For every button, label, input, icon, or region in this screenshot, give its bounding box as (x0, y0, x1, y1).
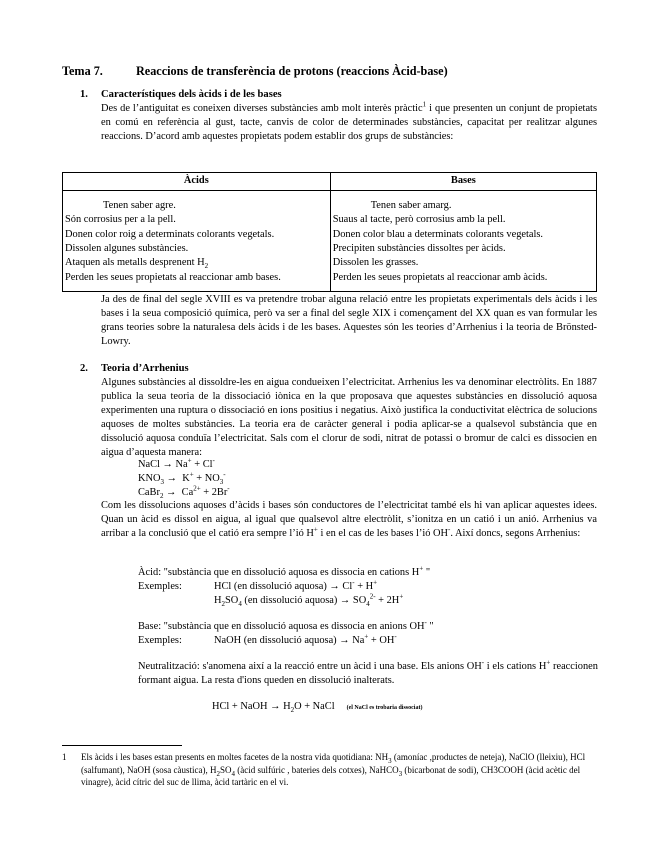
equation-kno3: $KNO_3 \to K^+ + NO_3^-$ (138, 470, 226, 487)
acid-definition: Àcid: "substància que en dissolució aquosa es dissocia en cations H+ " (138, 564, 431, 578)
arrhenius-paragraph-1: Algunes substàncies al dissoldre-les en aigua condueixen l’electricitat. Arrhenius les va denominar electròlits. En 1887 publica la seua teoria de la dissociació iònica en la que proposava que aquestes substàncies en dissolució aquosa experimenten una ruptura o dissociació en ions positius i negatius. Això justifica la conductivitat elèctrica de solucions aquoses de moltes substàncies. La teoria era de caràcter general i podia aplicar-se a qualsevol substància que en dissolució aquosa conduïa l’electricitat. Sals com el clorur de sodi, nitrat de potassi o bromur de calci es dissocien en aigua d’aquesta manera: (101, 377, 597, 459)
title-text: Reaccions de transferència de protons (reaccions Àcid-base) (136, 64, 448, 78)
equation-cabr2: CaBr$_2$ → $Ca^{2+} + 2Br^-$ (138, 484, 230, 501)
section-1-intro: Des de l’antiguitat es coneixen diverses substàncies amb molt interès pràctic$^1$ i que presenten un conjunt de propietats en comú en referència al gust, tacte, canvis de color de determinades substàncies, capacitat per realitzar algunes reaccions. D’acord amb aquestes propietats podem establir dos grups de substàncies: (101, 100, 597, 143)
footnote (62, 751, 602, 789)
base-definition: Base: "substància que en dissolució aquosa es dissocia en anions OH- " (138, 618, 434, 632)
neutralization-paragraph: Neutralització: s'anomena així a la reacció entre un àcid i una base. Els anions OH- i els cations H+ reaccionen formant aigua. La resta d'ions queden en dissolució inalterats. (138, 658, 598, 687)
history-paragraph: Ja des de final del segle XVIII es va pretendre trobar alguna relació entre les propietats experimentals dels àcids i les bases i la seua composició química, però va ser a final del segle XIX i començament del XX quan es van formular les grans teories sobre la naturalesa dels àcids i de les bases. Aquestes són les teories d’Arrhenius i la teoria de Brönsted-Lowry. (101, 294, 597, 348)
footnote-text: Els àcids i les bases estan presents en moltes facetes de la nostra vida quotidiana: $NH_3$ (amoníac ,productes de neteja), NaClO (lleixiu), HCl (salfumant), NaOH (sosa càustica), $H_2SO_4$ (àcid sulfúric , bateries dels cotxes), NaHCO$_3$ (bicarbonat de sodi), CH3COOH (àcid acètic del vinagre), àcid cítric del suc de llima, àcid tartàric en el vi. (81, 752, 586, 788)
table-header-acids: Àcids (63, 173, 331, 191)
acids-properties: Tenen saber agre. Són corrosius per a la pell. Donen color roig a determinats colorants vegetals. Dissolen algunes substàncies. Ataquen als metalls desprenent $H_2$ Perden les seues propietats al reaccionar amb bases. (63, 191, 331, 292)
section-2-heading: 2. Teoria d’Arrhenius (80, 363, 189, 374)
title-number: Tema 7. (62, 64, 103, 78)
section-1-heading: 1. Característiques dels àcids i de les bases (80, 89, 282, 100)
acid-definition-block (138, 566, 598, 608)
table-header-bases: Bases (330, 173, 596, 191)
neutralization-note: (el NaCl es trobaria dissociat) (346, 705, 423, 711)
acid-example-2: $H_2SO_4$ (en dissolució aquosa) → $SO_4^{2-} + 2H^+$ (214, 592, 404, 609)
arrhenius-paragraph-2: Com les dissolucions aquoses d’àcids i bases són conductores de l’electricitat també els hi van aplicar aquestes idees. Quan un àcid es dissol en aigua, al igual que qualsevol altre electròlit, s’ionitza en un catió i un anió. Arrhenius va arribar a la conclusió que el catió era sempre l’ió H+ i en el cas de les bases l’ió OH-. Així doncs, segons Arrhenius: (101, 500, 597, 540)
footnote-number: 1 (62, 752, 67, 762)
neutralization-equation: HCl + NaOH → $H_2O$ + NaCl (el NaCl es trobaria dissociat) (212, 701, 423, 715)
base-definition-block (138, 620, 598, 648)
footnote-separator (62, 745, 182, 746)
equation-nacl: NaCl → Na+ + Cl- (138, 456, 215, 470)
acids-bases-table (62, 172, 597, 292)
base-example-1: Exemples: NaOH (en dissolució aquosa) → Na+ + OH- (138, 632, 397, 647)
acid-example-1: Exemples: HCl (en dissolució aquosa) → Cl- + H+ (138, 578, 378, 593)
page-title (62, 63, 448, 79)
bases-properties: Tenen saber amarg. Suaus al tacte, però corrosius amb la pell. Donen color blau a determinats colorants vegetals. Precipiten substàncies dissoltes per àcids. Dissolen les grasses. Perden les seues propietats al reaccionar amb àcids. (330, 191, 596, 292)
